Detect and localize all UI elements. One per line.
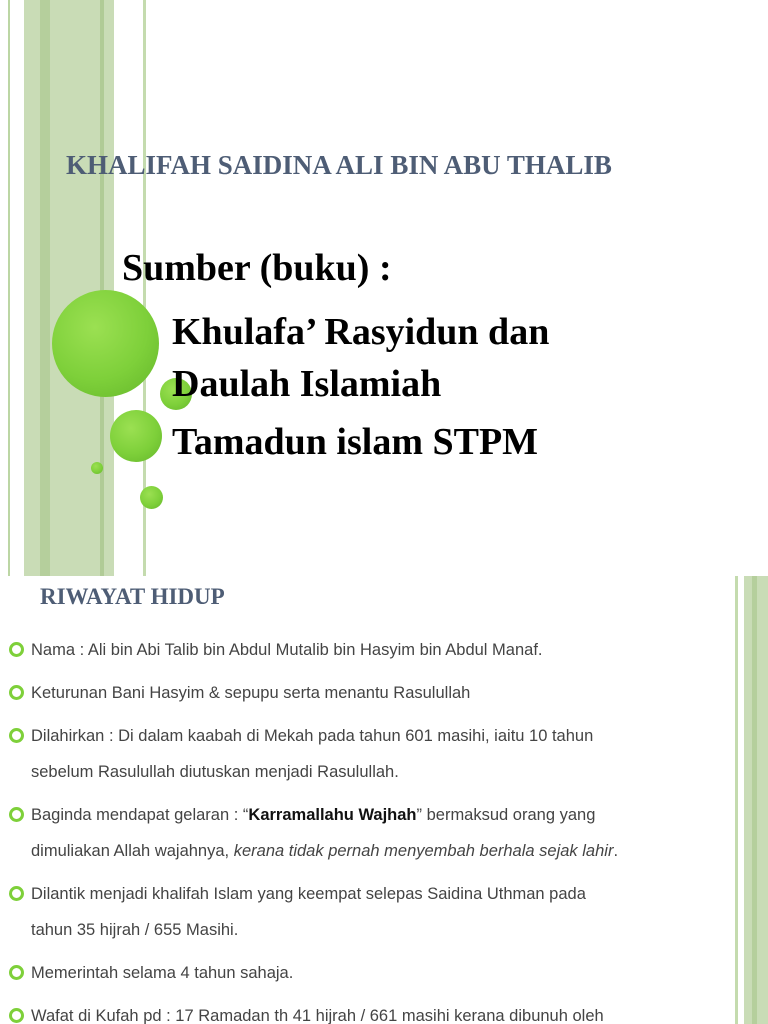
source-item: Daulah Islamiah [172,363,442,405]
bullet-text: tahun 35 hijrah / 655 Masihi. [31,921,239,939]
list-item [8,718,738,790]
section-title: RIWAYAT HIDUP [40,584,225,609]
bullet-text-line [31,797,738,833]
source-item: Tamadun islam STPM [172,421,539,463]
list-item [8,955,738,991]
bullet-ring-icon [9,965,24,980]
bullet-ring-icon [9,685,24,700]
green-circle-decoration [110,410,162,462]
bullet-text: Keturunan Bani Hasyim & sepupu serta menantu Rasulullah [31,684,471,702]
stripe-decoration [100,0,104,576]
bullet-text: dimuliakan Allah wajahnya, [31,842,234,860]
stripe-decoration [40,0,50,576]
bullet-text-line [31,833,738,869]
bullet-text: Nama : Ali bin Abi Talib bin Abdul Mutalib bin Hasyim bin Abdul Manaf. [31,641,543,659]
bullet-ring-icon [9,807,24,822]
bullet-text: Dilantik menjadi khalifah Islam yang keempat selepas Saidina Uthman pada [31,885,586,903]
bullet-ring-icon [9,642,24,657]
bullet-text: Baginda mendapat gelaran : “ [31,806,249,824]
sources-heading: Sumber (buku) : [122,247,392,289]
bullet-text: ” bermaksud orang yang [416,806,596,824]
source-item: Khulafa’ Rasyidun dan [172,311,550,353]
green-circle-decoration [140,486,163,509]
bullet-text: . [613,842,619,860]
sources-list [172,306,549,468]
list-item [8,998,738,1024]
stripe-decoration [752,576,757,1024]
green-circle-decoration [91,462,103,474]
list-item [8,797,738,869]
bullet-list [8,632,738,1024]
list-item [8,675,738,711]
bullet-text: Dilahirkan : Di dalam kaabah di Mekah pada tahun 601 masihi, iaitu 10 tahun [31,727,594,745]
bullet-text: Wafat di Kufah pd : 17 Ramadan th 41 hijrah / 661 masihi kerana dibunuh oleh [31,1007,604,1024]
bullet-text: sebelum Rasulullah diutuskan menjadi Rasulullah. [31,763,399,781]
slide-title-heading: KHALIFAH SAIDINA ALI BIN ABU THALIB [66,150,612,180]
title-karramallahu: Karramallahu Wajhah [248,806,417,824]
bullet-text: Memerintah selama 4 tahun sahaja. [31,964,294,982]
bullet-ring-icon [9,1008,24,1023]
italic-text: kerana tidak pernah menyembah berhala sejak lahir [233,842,614,860]
bullet-ring-icon [9,728,24,743]
slide-riwayat-hidup [0,576,768,1024]
stripe-decoration [8,0,10,576]
list-item [8,632,738,668]
bullet-ring-icon [9,886,24,901]
green-circle-decoration [52,290,159,397]
list-item [8,876,738,948]
